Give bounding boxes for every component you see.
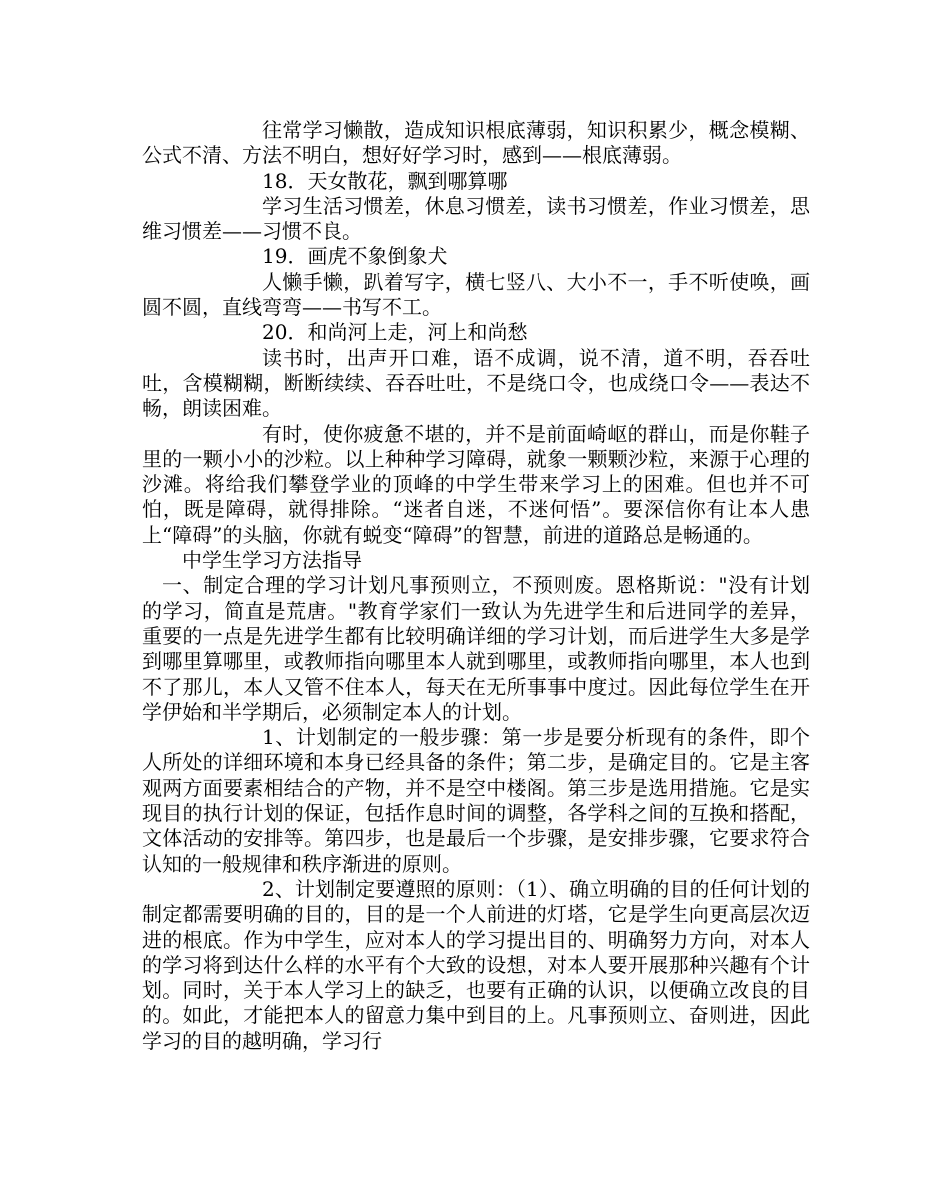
numbered-heading: 20．和尚河上走，河上和尚愁 xyxy=(262,320,528,345)
paragraph: 学习生活习惯差，休息习惯差，读书习惯差，作业习惯差，思维习惯差——习惯不良。 xyxy=(142,193,810,244)
document-page xyxy=(142,118,810,1054)
paragraph: 一、制定合理的学习计划凡事预则立，不预则废。恩格斯说："没有计划的学习，简直是荒唐。"教育学家们一致认为先进学生和后进同学的差异，重要的一点是先进学生都有比较明确详细的学习计划，而后进学生大多是学到哪里算哪里，或教师指向哪里本人就到哪里，或教师指向哪里，本人也到不了那儿，本人又管不住本人，每天在无所事事中度过。因此每位学生在开学伊始和半学期后，必须制定本人的计划。 xyxy=(142,573,810,724)
section-heading: 中学生学习方法指导 xyxy=(182,548,362,573)
paragraph: 人懒手懒，趴着写字，横七竖八、大小不一，手不听使唤，画圆不圆，直线弯弯——书写不工。 xyxy=(142,269,810,320)
paragraph: 读书时，出声开口难，语不成调，说不清，道不明，吞吞吐吐，含模糊糊，断断续续、吞吞吐吐，不是绕口令，也成绕口令——表达不畅，朗读困难。 xyxy=(142,345,810,421)
paragraph: 2、计划制定要遵照的原则：（1）、确立明确的目的任何计划的制定都需要明确的目的，目的是一个人前进的灯塔，它是学生向更高层次迈进的根底。作为中学生，应对本人的学习提出目的、明确努力方向，对本人的学习将到达什么样的水平有个大致的设想，对本人要开展那种兴趣有个计划。同时，关于本人学习上的缺乏，也要有正确的认识，以便确立改良的目的。如此，才能把本人的留意力集中到目的上。凡事预则立、奋则进，因此学习的目的越明确，学习行 xyxy=(142,876,810,1053)
paragraph: 有时，使你疲惫不堪的，并不是前面崎岖的群山，而是你鞋子里的一颗小小的沙粒。以上种种学习障碍，就象一颗颗沙粒，来源于心理的沙滩。将给我们攀登学业的顶峰的中学生带来学习上的困难。但也并不可怕，既是障碍，就得排除。“迷者自迷，不迷何悟”。要深信你有让本人患上“障碍”的头脑，你就有蜕变“障碍”的智慧，前进的道路总是畅通的。 xyxy=(142,421,810,547)
paragraph: 1、计划制定的一般步骤：第一步是要分析现有的条件，即个人所处的详细环境和本身已经具备的条件；第二步，是确定目的。它是主客观两方面要素相结合的产物，并不是空中楼阁。第三步是选用措施。它是实现目的执行计划的保证，包括作息时间的调整，各学科之间的互换和搭配，文体活动的安排等。第四步，也是最后一个步骤，是安排步骤，它要求符合认知的一般规律和秩序渐进的原则。 xyxy=(142,725,810,876)
numbered-heading: 19．画虎不象倒象犬 xyxy=(262,244,448,269)
numbered-heading: 18．天女散花，飘到哪算哪 xyxy=(262,168,508,193)
paragraph: 往常学习懒散，造成知识根底薄弱，知识积累少，概念模糊、公式不清、方法不明白，想好好学习时，感到——根底薄弱。 xyxy=(142,118,810,168)
